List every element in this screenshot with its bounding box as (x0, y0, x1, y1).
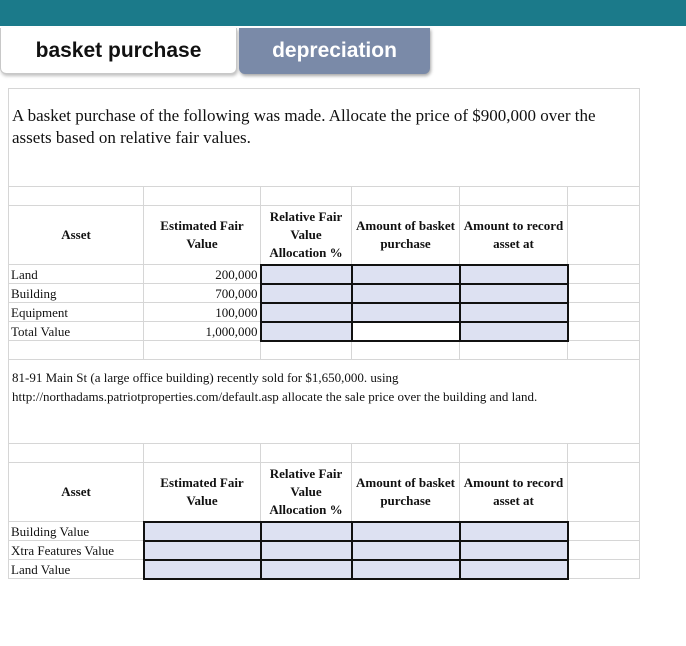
empty-cell[interactable] (568, 522, 640, 541)
empty-cell[interactable] (352, 341, 460, 360)
header-amount-of-basket-purchase: Amount of basket purchase (352, 206, 460, 265)
amount-to-record-input[interactable] (460, 265, 568, 284)
empty-cell[interactable] (568, 341, 640, 360)
asset-label: Building (9, 284, 144, 303)
empty-cell[interactable] (144, 444, 261, 463)
tab-depreciation[interactable]: depreciation (239, 28, 430, 74)
amount-to-record-input[interactable] (460, 284, 568, 303)
empty-cell[interactable] (9, 444, 144, 463)
estimated-fair-value: 100,000 (144, 303, 261, 322)
total-estimated-fair-value: 1,000,000 (144, 322, 261, 341)
header-amount-to-record-asset: Amount to record asset at (460, 206, 568, 265)
amount-of-basket-purchase-input[interactable] (352, 303, 460, 322)
header-estimated-fair-value: Estimated Fair Value (144, 463, 261, 522)
header-relative-fair-value-allocation: Relative Fair Value Allocation % (261, 206, 352, 265)
empty-cell[interactable] (352, 187, 460, 206)
empty-cell[interactable] (144, 187, 261, 206)
estimated-fair-value-input[interactable] (144, 522, 261, 541)
estimated-fair-value-input[interactable] (144, 541, 261, 560)
empty-cell[interactable] (9, 341, 144, 360)
header-asset: Asset (9, 206, 144, 265)
empty-cell[interactable] (261, 341, 352, 360)
relative-fair-value-input[interactable] (261, 284, 352, 303)
empty-cell[interactable] (568, 187, 640, 206)
amount-to-record-input[interactable] (460, 541, 568, 560)
amount-of-basket-purchase-input[interactable] (352, 541, 460, 560)
relative-fair-value-input[interactable] (261, 265, 352, 284)
empty-cell[interactable] (144, 341, 261, 360)
total-relative-fair-value-input[interactable] (261, 322, 352, 341)
amount-to-record-input[interactable] (460, 522, 568, 541)
empty-cell[interactable] (568, 303, 640, 322)
estimated-fair-value: 700,000 (144, 284, 261, 303)
empty-cell[interactable] (568, 206, 640, 265)
relative-fair-value-input[interactable] (261, 303, 352, 322)
amount-to-record-input[interactable] (460, 303, 568, 322)
relative-fair-value-input[interactable] (261, 560, 352, 579)
empty-cell[interactable] (352, 444, 460, 463)
empty-cell[interactable] (261, 444, 352, 463)
relative-fair-value-input[interactable] (261, 541, 352, 560)
basket-purchase-instructions: A basket purchase of the following was made. Allocate the price of $900,000 over the assets based on relative fair values. (9, 89, 640, 187)
empty-cell[interactable] (568, 284, 640, 303)
spreadsheet-grid (8, 88, 640, 580)
header-amount-of-basket-purchase: Amount of basket purchase (352, 463, 460, 522)
empty-cell[interactable] (568, 541, 640, 560)
total-value-label: Total Value (9, 322, 144, 341)
amount-of-basket-purchase-input[interactable] (352, 522, 460, 541)
empty-cell[interactable] (9, 187, 144, 206)
estimated-fair-value-input[interactable] (144, 560, 261, 579)
empty-cell[interactable] (568, 444, 640, 463)
amount-of-basket-purchase-input[interactable] (352, 284, 460, 303)
amount-of-basket-purchase-input[interactable] (352, 265, 460, 284)
header-relative-fair-value-allocation: Relative Fair Value Allocation % (261, 463, 352, 522)
header-asset: Asset (9, 463, 144, 522)
empty-cell[interactable] (460, 341, 568, 360)
estimated-fair-value: 200,000 (144, 265, 261, 284)
empty-cell[interactable] (568, 322, 640, 341)
top-bar (0, 0, 686, 26)
relative-fair-value-input[interactable] (261, 522, 352, 541)
empty-cell[interactable] (261, 187, 352, 206)
amount-of-basket-purchase-input[interactable] (352, 560, 460, 579)
tab-basket-purchase[interactable]: basket purchase (0, 28, 237, 74)
empty-cell[interactable] (568, 560, 640, 579)
amount-to-record-input[interactable] (460, 560, 568, 579)
total-amount-of-basket-purchase-input[interactable] (352, 322, 460, 341)
empty-cell[interactable] (568, 463, 640, 522)
asset-label: Land Value (9, 560, 144, 579)
asset-label: Equipment (9, 303, 144, 322)
empty-cell[interactable] (568, 265, 640, 284)
main-st-instructions: 81-91 Main St (a large office building) recently sold for $1,650,000. using http://northadams.patriotproperties.com/default.asp allocate the sale price over the building and land. (9, 360, 640, 444)
empty-cell[interactable] (460, 444, 568, 463)
asset-label: Land (9, 265, 144, 284)
asset-label: Xtra Features Value (9, 541, 144, 560)
header-estimated-fair-value: Estimated Fair Value (144, 206, 261, 265)
asset-label: Building Value (9, 522, 144, 541)
empty-cell[interactable] (460, 187, 568, 206)
header-amount-to-record-asset: Amount to record asset at (460, 463, 568, 522)
total-amount-to-record-input[interactable] (460, 322, 568, 341)
